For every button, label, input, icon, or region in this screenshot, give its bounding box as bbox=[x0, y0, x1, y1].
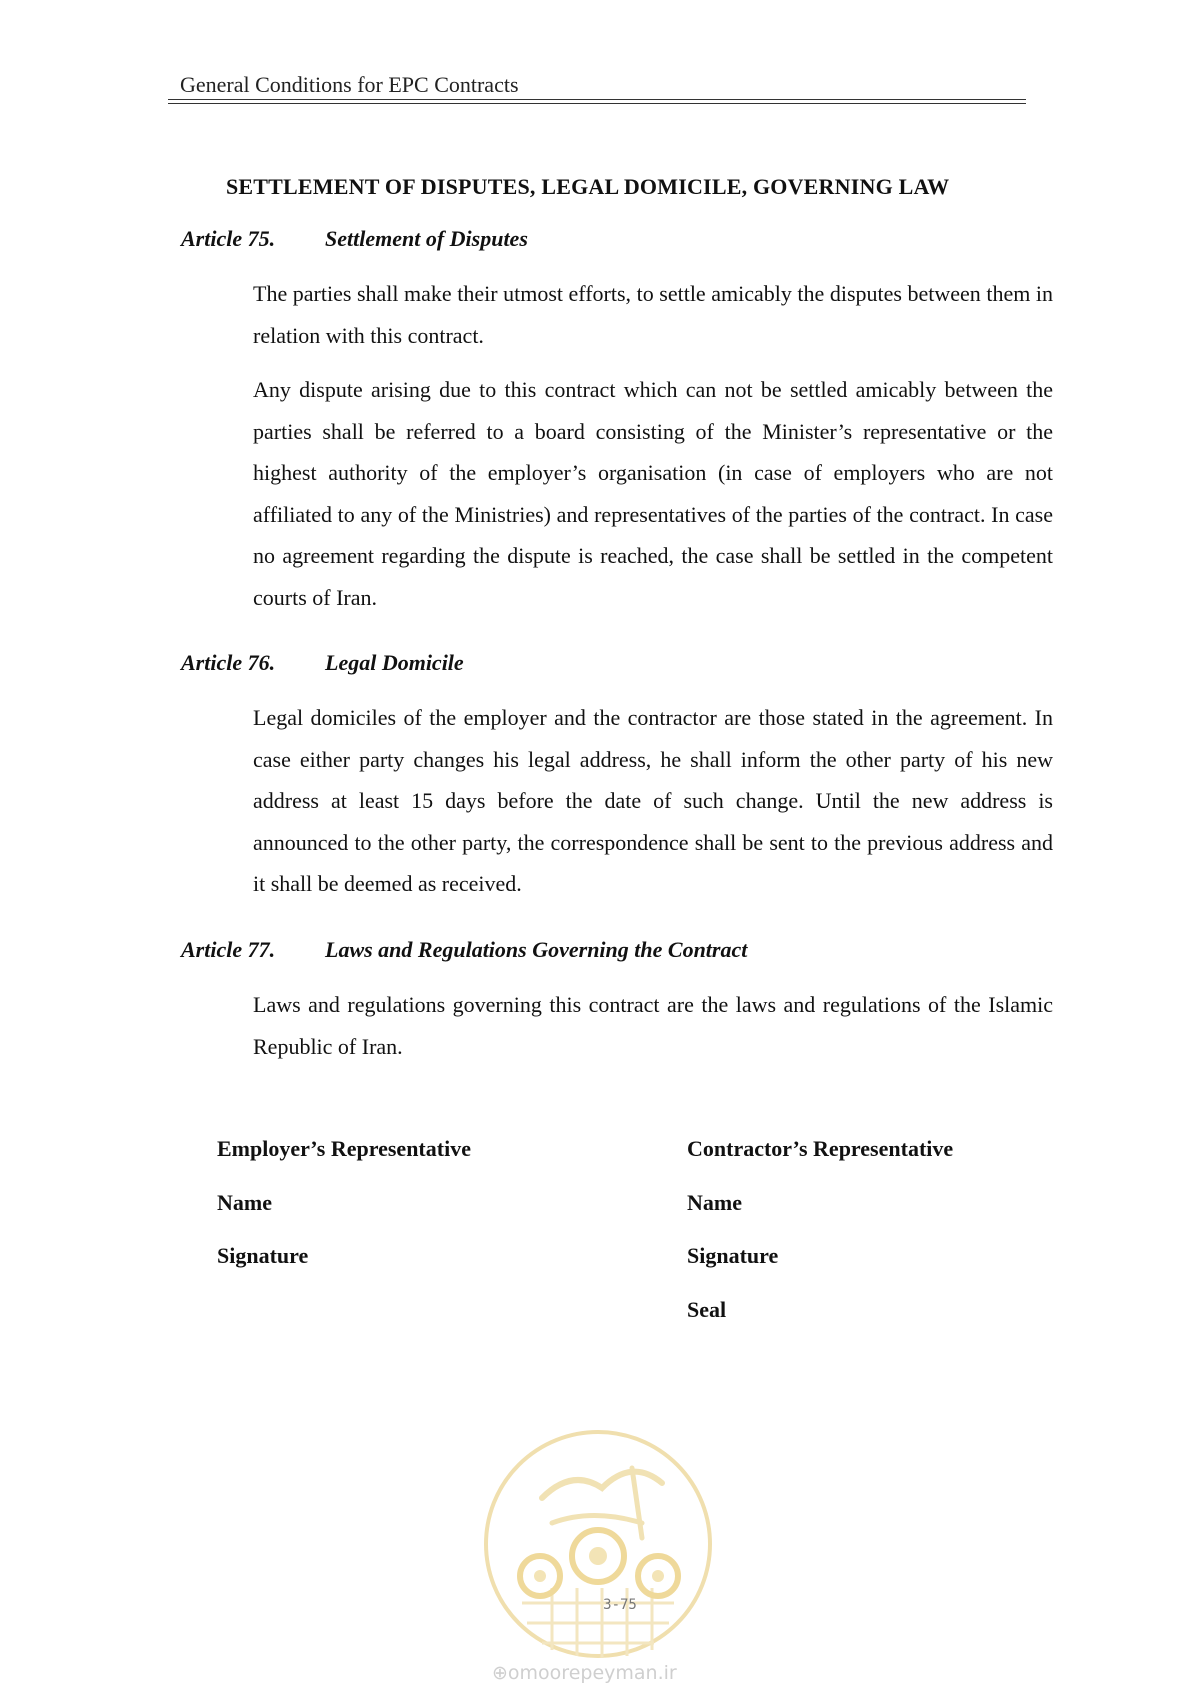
contractor-signature-block bbox=[687, 1136, 953, 1350]
article-number: Article 77. bbox=[181, 937, 276, 962]
article-title: Laws and Regulations Governing the Contract bbox=[325, 937, 748, 962]
contractor-signature-label: Signature bbox=[687, 1243, 779, 1268]
article-76-paragraph-1: Legal domiciles of the employer and the contractor are those stated in the agreement. In case either party changes his legal address, he shall inform the other party of his new address at least 15 days before the date of such change. Until the new address is announced to the other party, the correspondence shall be sent to the previous address and it shall be deemed as received. bbox=[253, 705, 1053, 896]
watermark-logo bbox=[482, 1428, 714, 1660]
article-77-heading bbox=[181, 937, 747, 963]
employer-signature-label: Signature bbox=[217, 1243, 309, 1268]
watermark-url: ⊕omoorepeyman.ir bbox=[492, 1662, 677, 1684]
article-75-paragraph-1: The parties shall make their utmost efforts, to settle amicably the disputes between them in relation with this contract. bbox=[253, 281, 1053, 348]
employer-signature-block bbox=[217, 1136, 471, 1297]
article-title: Settlement of Disputes bbox=[325, 226, 528, 251]
header-title: General Conditions for EPC Contracts bbox=[180, 72, 519, 97]
contractor-name-label: Name bbox=[687, 1189, 742, 1215]
header-rule bbox=[168, 99, 1026, 104]
contractor-seal-label: Seal bbox=[687, 1296, 727, 1322]
employer-heading: Employer’s Representative bbox=[217, 1136, 471, 1161]
article-77-paragraph-1: Laws and regulations governing this contract are the laws and regulations of the Islamic Republic of Iran. bbox=[253, 992, 1053, 1059]
article-76-heading bbox=[181, 650, 464, 676]
employer-name-label: Name bbox=[217, 1189, 272, 1215]
article-75-paragraph-2: Any dispute arising due to this contract which can not be settled amicably between the parties shall be referred to a board consisting of the Minister’s representative or the highest authority of the employer’s organisation (in case of employers who are not affiliated to any of the Ministries) and representatives of the parties of the contract. In case no agreement regarding the dispute is reached, the case shall be settled in the competent courts of Iran. bbox=[253, 377, 1053, 610]
article-title: Legal Domicile bbox=[325, 650, 464, 675]
article-number: Article 75. bbox=[181, 226, 276, 251]
section-heading: SETTLEMENT OF DISPUTES, LEGAL DOMICILE, GOVERNING LAW bbox=[226, 174, 950, 199]
article-number: Article 76. bbox=[181, 650, 276, 675]
globe-icon: ⊕ bbox=[492, 1662, 508, 1684]
article-75-heading bbox=[181, 226, 528, 252]
contractor-heading: Contractor’s Representative bbox=[687, 1136, 954, 1161]
page-number: 3-75 bbox=[603, 1597, 637, 1613]
